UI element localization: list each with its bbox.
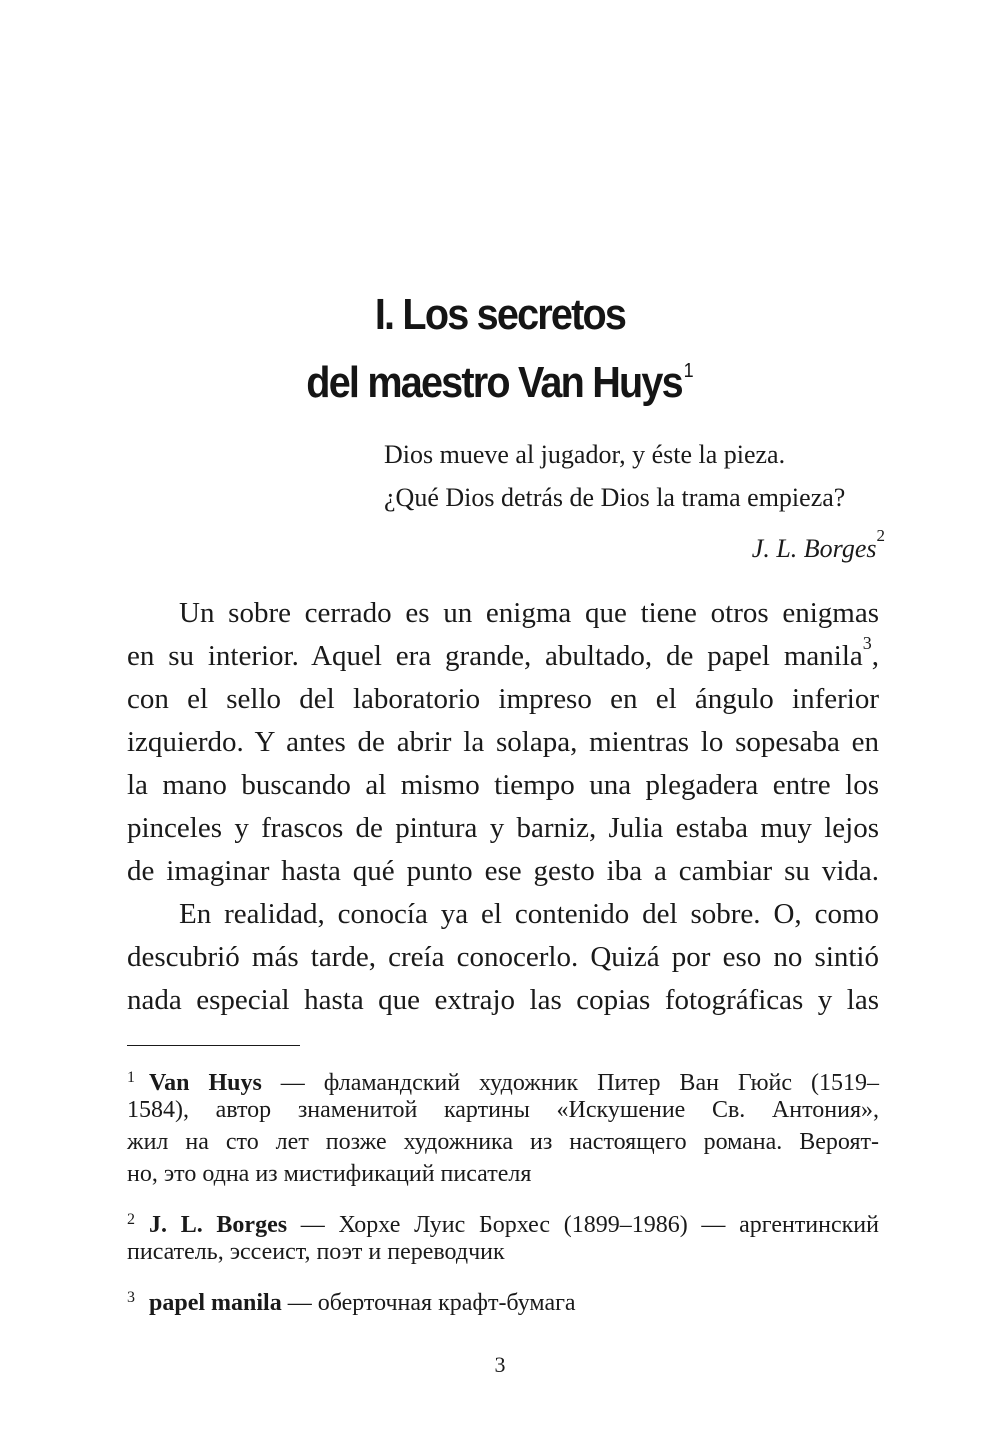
footnote-1-line-4: но, это одна из мистификаций писателя bbox=[127, 1161, 532, 1187]
chapter-title-line-2 bbox=[50, 358, 950, 408]
footnote-1-line-2: 1584), автор знаменитой картины «Искушение Св. Антония», bbox=[127, 1097, 879, 1123]
footnote-2-text-1: — Хорхе Луис Борхес (1899–1986) — аргентинский bbox=[287, 1212, 879, 1238]
chapter-title-line-1 bbox=[50, 290, 950, 340]
footnote-ref-2: 2 bbox=[876, 526, 885, 545]
paragraph-1-line-2-text: en su interior. Aquel era grande, abultado, de papel manila bbox=[127, 640, 863, 672]
footnote-divider bbox=[127, 1045, 300, 1046]
epigraph-author-name: J. L. Borges bbox=[751, 534, 877, 563]
paragraph-1-line-7: de imaginar hasta qué punto ese gesto iba a cambiar su vida. bbox=[127, 855, 879, 887]
paragraph-1-line-1: Un sobre cerrado es un enigma que tiene otros enigmas bbox=[179, 597, 879, 629]
paragraph-2-line-2: descubrió más tarde, creía conocerlo. Quizá por eso no sintió bbox=[127, 941, 879, 973]
footnote-1-term: Van Huys bbox=[149, 1070, 262, 1096]
paragraph-1-line-6: pinceles y frascos de pintura y barniz, Julia estaba muy lejos bbox=[127, 812, 879, 844]
epigraph-line-1: Dios mueve al jugador, y éste la pieza. bbox=[384, 440, 786, 469]
paragraph-2-line-1: En realidad, conocía ya el contenido del sobre. O, como bbox=[179, 898, 879, 930]
epigraph-author bbox=[0, 526, 885, 564]
footnote-2-term: J. L. Borges bbox=[149, 1212, 288, 1238]
chapter-title-text-1: I. Los secretos bbox=[374, 290, 626, 339]
chapter-title-text-2: del maestro Van Huys bbox=[306, 358, 682, 407]
paragraph-1-line-4: izquierdo. Y antes de abrir la solapa, mientras lo sopesaba en bbox=[127, 726, 879, 758]
footnote-ref-1: 1 bbox=[683, 360, 694, 382]
paragraph-1-line-5: la mano buscando al mismo tiempo una plegadera entre los bbox=[127, 769, 879, 801]
footnote-1-number: 1 bbox=[127, 1069, 135, 1086]
footnote-1-text-1: — фламандский художник Питер Ван Гюйс (1519– bbox=[261, 1070, 879, 1096]
paragraph-1-line-2 bbox=[127, 635, 879, 678]
paragraph-1-line-2-end: , bbox=[871, 640, 879, 672]
footnote-2-number: 2 bbox=[127, 1211, 135, 1228]
footnote-3-text-1: — оберточная крафт-бумага bbox=[281, 1290, 576, 1316]
footnote-3-number: 3 bbox=[127, 1289, 135, 1306]
footnote-ref-3: 3 bbox=[862, 633, 872, 653]
footnote-2-line-2: писатель, эссеист, поэт и переводчик bbox=[127, 1239, 505, 1265]
footnote-3-term: papel manila bbox=[149, 1290, 282, 1316]
page-number: 3 bbox=[494, 1352, 506, 1377]
epigraph-line-2: ¿Qué Dios detrás de Dios la trama empieza? bbox=[384, 483, 846, 512]
paragraph-1-line-3: con el sello del laboratorio impreso en el ángulo inferior bbox=[127, 683, 879, 715]
paragraph-2-line-3: nada especial hasta que extrajo las copias fotográficas y las bbox=[127, 984, 879, 1016]
footnote-3-line-1 bbox=[127, 1282, 879, 1319]
footnote-1-line-3: жил на сто лет позже художника из настоящего романа. Вероят- bbox=[127, 1129, 879, 1155]
